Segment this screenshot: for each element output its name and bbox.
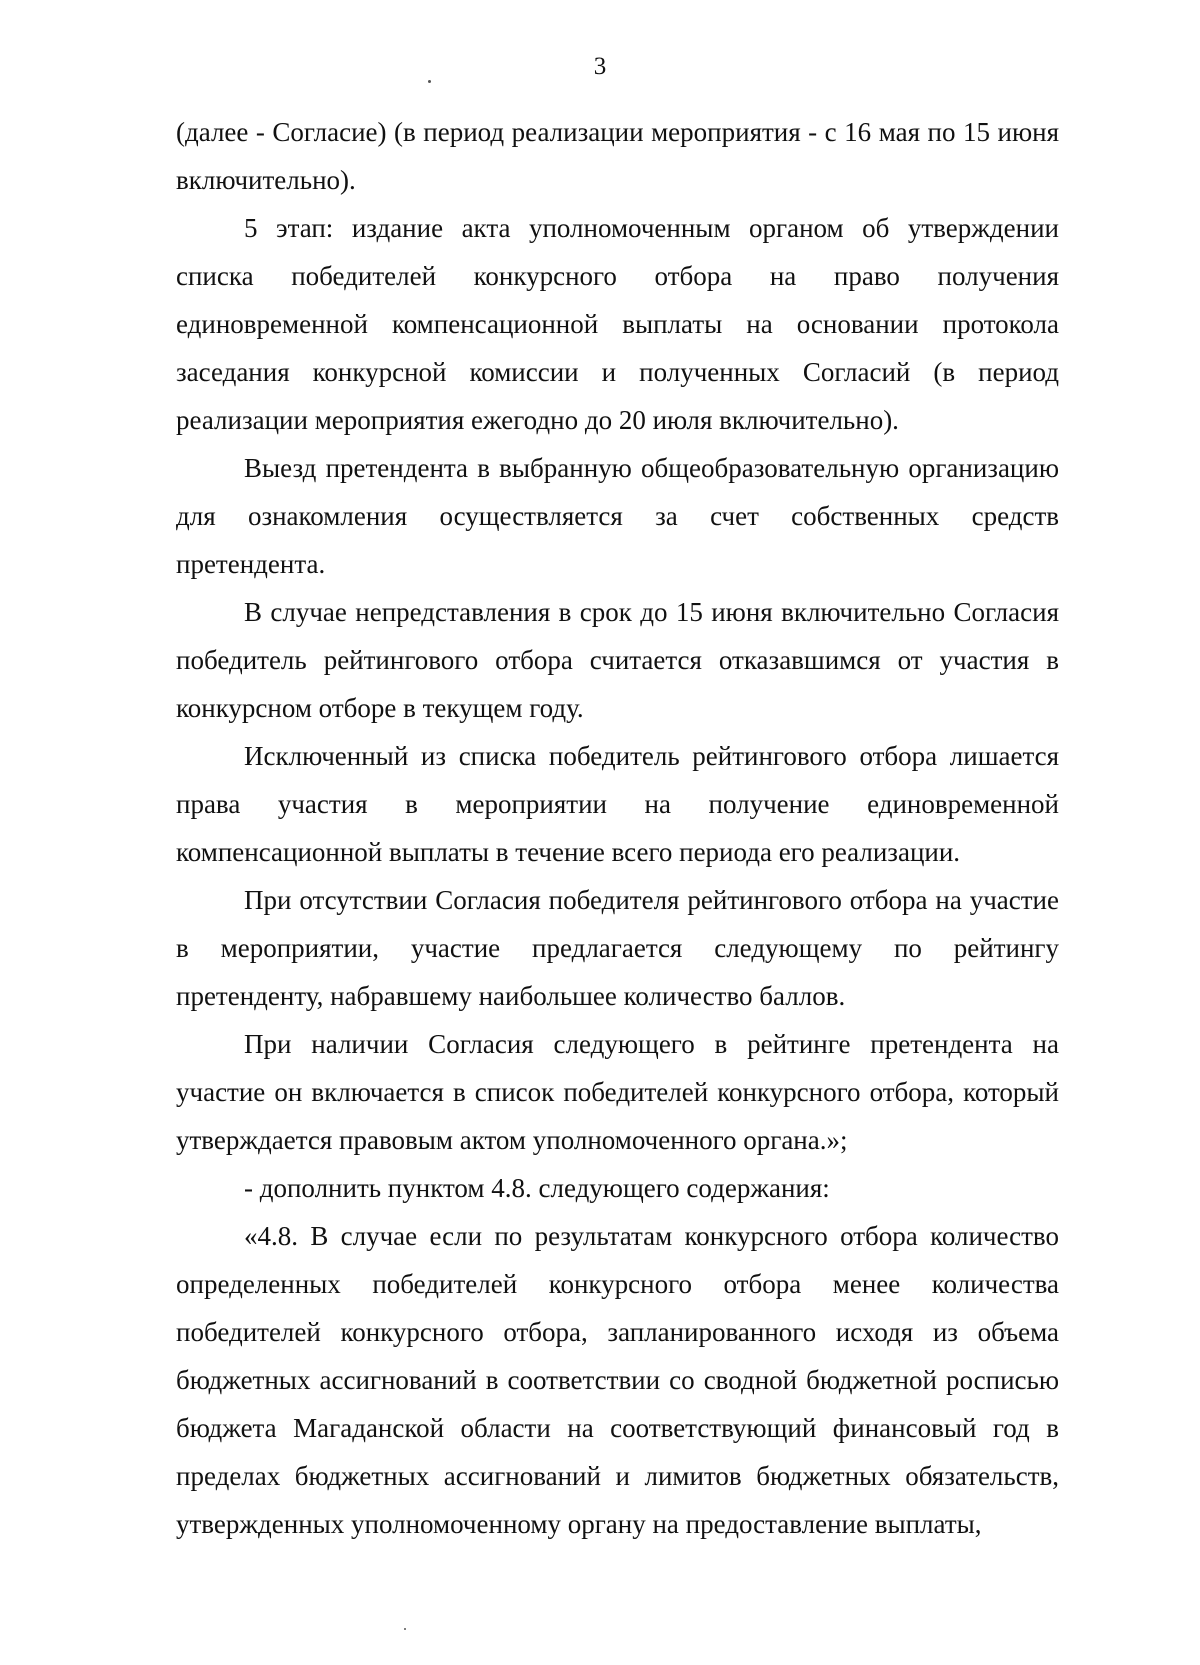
paragraph-consent-deadline: В случае непредставления в срок до 15 июня включительно Согласия победитель рейтингового отбора считается отказавшимся от участия в конкурсном отборе в текущем году. [176,597,1059,723]
paragraph-amendment-intro: - дополнить пунктом 4.8. следующего содержания: [244,1173,830,1203]
paragraph-absence-of-consent: При отсутствии Согласия победителя рейтингового отбора на участие в мероприятии, участие предлагается следующему по рейтингу претенденту, набравшему наибольшее количество баллов. [176,885,1059,1011]
page-number: 3 [593,53,607,80]
paragraph-excluded-winner: Исключенный из списка победитель рейтингового отбора лишается права участия в мероприятии на получение единовременной компенсационной выплаты в течение всего периода его реализации. [176,741,1059,867]
paragraph-stage-5: 5 этап: издание акта уполномоченным органом об утверждении списка победителей конкурсного отбора на право получения единовременной компенсационной выплаты на основании протокола заседания конкурсной комиссии и полученных Согласий (в период реализации мероприятия ежегодно до 20 июля включительно). [176,213,1059,435]
paragraph-continuation: (далее - Согласие) (в период реализации мероприятия - с 16 мая по 15 июня включительно). [176,117,1059,195]
paragraph-candidate-visit: Выезд претендента в выбранную общеобразовательную организацию для ознакомления осуществляется за счет собственных средств претендента. [176,453,1059,579]
paragraph-clause-4-8: «4.8. В случае если по результатам конкурсного отбора количество определенных победителей конкурсного отбора менее количества победителей конкурсного отбора, запланированного исходя из объема бюджетных ассигнований в соответствии со сводной бюджетной росписью бюджета Магаданской области на соответствующий финансовый год в пределах бюджетных ассигнований и лимитов бюджетных обязательств, утвержденных уполномоченному органу на предоставление выплаты, [176,1221,1059,1539]
scan-speck [428,80,431,83]
scan-speck [404,1628,406,1630]
paragraph-next-candidate: При наличии Согласия следующего в рейтинге претендента на участие он включается в список победителей конкурсного отбора, который утверждается правовым актом уполномоченного органа.»; [176,1029,1059,1155]
document-body [176,108,1059,1548]
